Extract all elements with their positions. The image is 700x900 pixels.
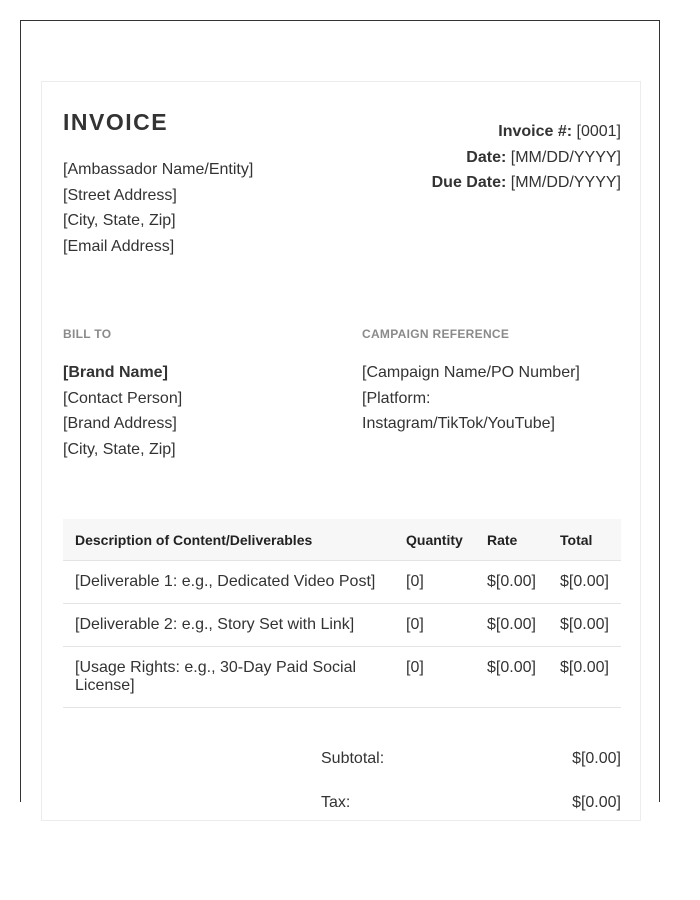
table-header-row [63, 519, 621, 561]
subtotal-row [321, 750, 621, 794]
row-total: $[0.00] [548, 604, 621, 647]
header-total: Total [548, 519, 621, 561]
invoice-title: INVOICE [63, 109, 169, 135]
campaign-platform: [Platform: Instagram/TikTok/YouTube] [362, 389, 555, 433]
row-description: [Deliverable 2: e.g., Story Set with Link] [63, 604, 394, 647]
sender-city: [City, State, Zip] [63, 212, 176, 230]
row-quantity: [0] [394, 647, 475, 708]
document-frame [20, 20, 660, 811]
row-quantity: [0] [394, 561, 475, 604]
contact-person: [Contact Person] [63, 389, 183, 407]
invoice-date-label: Date: [466, 148, 507, 166]
tax-value: $[0.00] [572, 794, 621, 811]
bill-to-block [63, 360, 182, 463]
table-row [63, 647, 621, 708]
row-total: $[0.00] [548, 647, 621, 708]
invoice-number-label: Invoice #: [498, 123, 573, 140]
row-rate: $[0.00] [475, 647, 548, 708]
brand-address: [Brand Address] [63, 415, 177, 433]
table-row [63, 561, 621, 604]
invoice-page [41, 81, 641, 821]
due-date-line [432, 170, 621, 196]
sender-address-block [63, 157, 253, 260]
invoice-date-value: [MM/DD/YYYY] [510, 148, 621, 166]
subtotal-value: $[0.00] [572, 750, 621, 767]
invoice-date-line [432, 145, 621, 171]
due-date-value: [MM/DD/YYYY] [510, 174, 621, 192]
row-rate: $[0.00] [475, 561, 548, 604]
invoice-meta [432, 119, 621, 196]
row-description: [Deliverable 1: e.g., Dedicated Video Post] [63, 561, 394, 604]
invoice-number-line [432, 119, 621, 145]
campaign-reference-heading: CAMPAIGN REFERENCE [362, 327, 510, 341]
totals-block [321, 750, 621, 838]
sender-name: [Ambassador Name/Entity] [63, 161, 254, 178]
row-rate: $[0.00] [475, 604, 548, 647]
campaign-name: [Campaign Name/PO Number] [362, 364, 580, 381]
row-total: $[0.00] [548, 561, 621, 604]
row-description: [Usage Rights: e.g., 30-Day Paid Social License] [63, 647, 394, 708]
header-description: Description of Content/Deliverables [63, 519, 394, 561]
sender-street: [Street Address] [63, 186, 177, 204]
invoice-number-value: [0001] [576, 123, 621, 140]
header-quantity: Quantity [394, 519, 475, 561]
header-rate: Rate [475, 519, 548, 561]
brand-name: [Brand Name] [63, 364, 168, 381]
table-row [63, 604, 621, 647]
brand-city: [City, State, Zip] [63, 441, 176, 459]
tax-row [321, 794, 621, 838]
subtotal-label: Subtotal: [321, 750, 385, 767]
tax-label: Tax: [321, 794, 351, 811]
due-date-label: Due Date: [431, 174, 507, 192]
campaign-reference-block [362, 360, 602, 437]
bill-to-heading: BILL TO [63, 327, 112, 341]
line-items-table [63, 519, 621, 708]
row-quantity: [0] [394, 604, 475, 647]
sender-email: [Email Address] [63, 238, 175, 256]
